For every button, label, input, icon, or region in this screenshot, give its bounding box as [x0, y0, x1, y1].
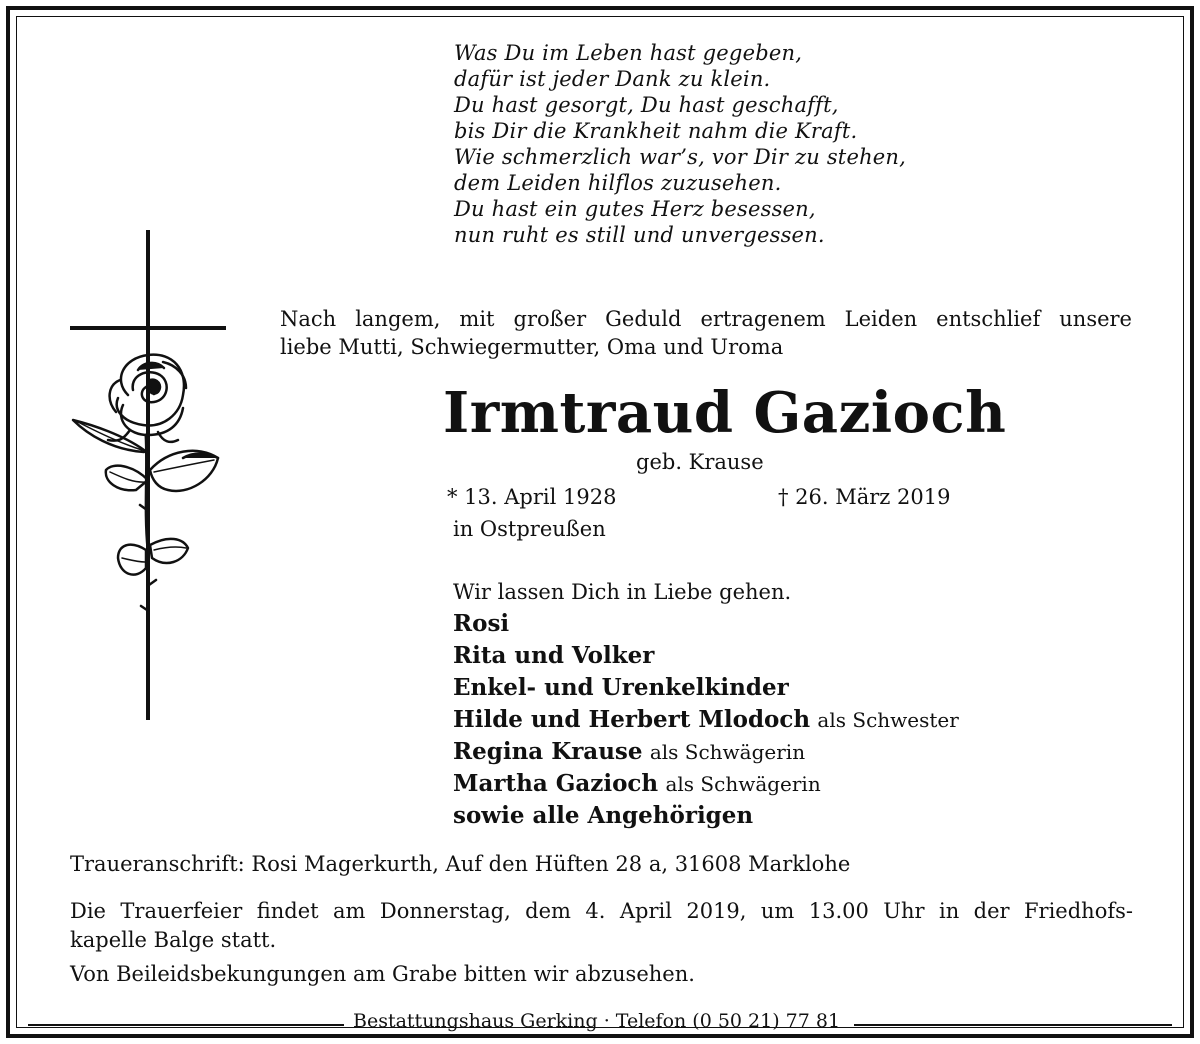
- funeral-home-footer: Bestattungshaus Gerking · Telefon (0 50 21) 77 81: [353, 1010, 841, 1032]
- mourner-row: [453, 800, 959, 832]
- rose-icon: [68, 340, 228, 650]
- mourner-row: [453, 736, 959, 768]
- mourners-list: [453, 608, 959, 832]
- intro-line: liebe Mutti, Schwiegermutter, Oma und Uroma: [280, 335, 784, 359]
- birth-date: * 13. April 1928: [447, 485, 617, 509]
- death-date: † 26. März 2019: [778, 485, 951, 509]
- poem-line: nun ruht es still und unvergessen.: [454, 223, 825, 247]
- mourner-row: [453, 640, 959, 672]
- mourner-name: sowie alle Angehörigen: [453, 802, 754, 829]
- condolence-note: Von Beileidsbekungungen am Grabe bitten wir abzusehen.: [70, 962, 695, 986]
- mourner-row: [453, 704, 959, 736]
- deceased-name: Irmtraud Gazioch: [443, 380, 1007, 446]
- ceremony-line: Die Trauerfeier findet am Donnerstag, dem 4. April 2019, um 13.00 Uhr in der Friedhofs-: [70, 899, 1133, 923]
- mourner-name: Martha Gazioch: [453, 770, 659, 797]
- birth-place: in Ostpreußen: [453, 517, 606, 541]
- poem-line: Du hast gesorgt, Du hast geschafft,: [454, 93, 839, 117]
- mourner-name: Enkel- und Urenkelkinder: [453, 674, 789, 701]
- footer-rule-right: [854, 1024, 1172, 1026]
- poem: [454, 40, 906, 248]
- poem-line: bis Dir die Krankheit nahm die Kraft.: [454, 119, 858, 143]
- farewell-text: Wir lassen Dich in Liebe gehen.: [453, 580, 792, 604]
- mourner-name: Rita und Volker: [453, 642, 655, 669]
- mourner-row: [453, 608, 959, 640]
- mourner-relation: als Schwester: [817, 708, 959, 732]
- poem-line: Du hast ein gutes Herz besessen,: [454, 197, 816, 221]
- cross-bar: [70, 326, 226, 330]
- poem-line: dem Leiden hilflos zuzusehen.: [454, 171, 782, 195]
- mourner-relation: als Schwägerin: [665, 772, 821, 796]
- mourner-name: Regina Krause: [453, 738, 643, 765]
- mourning-address: Traueranschrift: Rosi Magerkurth, Auf den Hüften 28 a, 31608 Marklohe: [70, 852, 851, 876]
- poem-line: dafür ist jeder Dank zu klein.: [454, 67, 771, 91]
- intro-line: Nach langem, mit großer Geduld ertragenem Leiden entschlief unsere: [280, 307, 1132, 331]
- poem-line: Wie schmerzlich war’s, vor Dir zu stehen,: [454, 145, 907, 169]
- ceremony-line: kapelle Balge statt.: [70, 928, 277, 952]
- mourner-name: Hilde und Herbert Mlodoch: [453, 706, 811, 733]
- mourner-name: Rosi: [453, 610, 510, 637]
- maiden-name: geb. Krause: [636, 450, 764, 474]
- footer-rule-left: [28, 1024, 344, 1026]
- mourner-row: [453, 768, 959, 800]
- ceremony-text: [70, 897, 1133, 955]
- intro-text: [280, 305, 1132, 361]
- poem-line: Was Du im Leben hast gegeben,: [454, 41, 803, 65]
- mourner-row: [453, 672, 959, 704]
- mourner-relation: als Schwägerin: [649, 740, 806, 764]
